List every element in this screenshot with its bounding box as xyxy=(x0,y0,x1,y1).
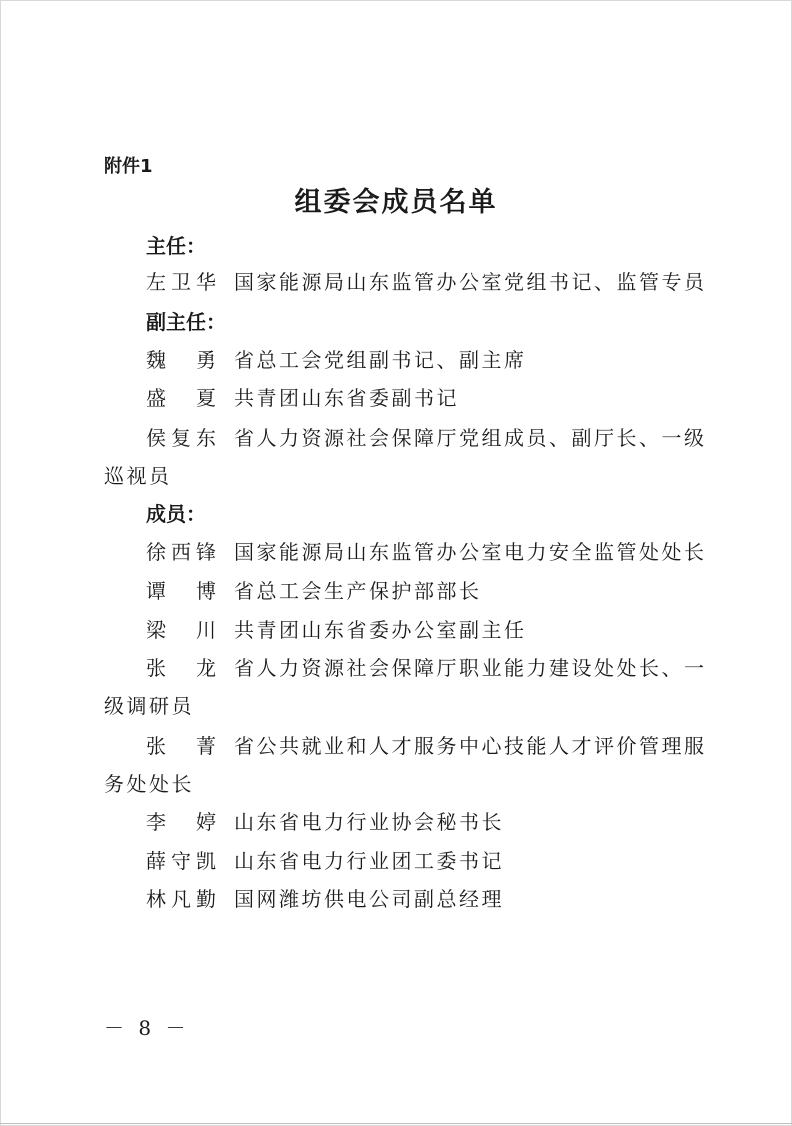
member-name: 梁 川 xyxy=(146,618,216,642)
member-name: 张 菁 xyxy=(146,734,216,758)
member-name: 盛 夏 xyxy=(146,386,216,410)
member-title-continuation: 巡视员 xyxy=(104,464,172,488)
member-name: 林 凡 勤 xyxy=(146,887,216,911)
member-title: 国家能源局山东监管办公室电力安全监管处处长 xyxy=(234,540,707,564)
section-deputy: 副主任： xyxy=(146,310,226,334)
member-title: 省人力资源社会保障厅党组成员、副厅长、一级 xyxy=(234,426,707,450)
member-name: 魏 勇 xyxy=(146,348,216,372)
member-title: 国家能源局山东监管办公室党组书记、监管专员 xyxy=(234,270,707,294)
member-title: 山东省电力行业协会秘书长 xyxy=(234,810,504,834)
member-title-continuation: 级调研员 xyxy=(104,694,194,718)
member-name: 侯 复 东 xyxy=(146,426,216,450)
member-title: 省总工会党组副书记、副主席 xyxy=(234,348,527,372)
member-title: 国网潍坊供电公司副总经理 xyxy=(234,887,504,911)
document-title: 组委会成员名单 xyxy=(294,187,498,218)
section-members: 成员： xyxy=(146,502,206,526)
member-name: 薛 守 凯 xyxy=(146,849,216,873)
member-title-continuation: 务处处长 xyxy=(104,772,194,796)
member-title: 省公共就业和人才服务中心技能人才评价管理服 xyxy=(234,734,707,758)
member-name: 徐 西 锋 xyxy=(146,540,216,564)
member-name: 谭 博 xyxy=(146,579,216,603)
attachment-label: 附件1 xyxy=(104,156,153,177)
page-bottom-edge xyxy=(0,1123,792,1124)
member-title: 省人力资源社会保障厅职业能力建设处处长、一 xyxy=(234,656,707,680)
section-director: 主任： xyxy=(146,234,206,258)
member-title: 共青团山东省委副书记 xyxy=(234,386,459,410)
member-title: 山东省电力行业团工委书记 xyxy=(234,849,504,873)
member-name: 李 婷 xyxy=(146,810,216,834)
member-name: 左 卫 华 xyxy=(146,270,216,294)
member-title: 共青团山东省委办公室副主任 xyxy=(234,618,527,642)
member-name: 张 龙 xyxy=(146,656,216,680)
member-title: 省总工会生产保护部部长 xyxy=(234,579,482,603)
page-number: － 8 － xyxy=(104,1016,190,1040)
